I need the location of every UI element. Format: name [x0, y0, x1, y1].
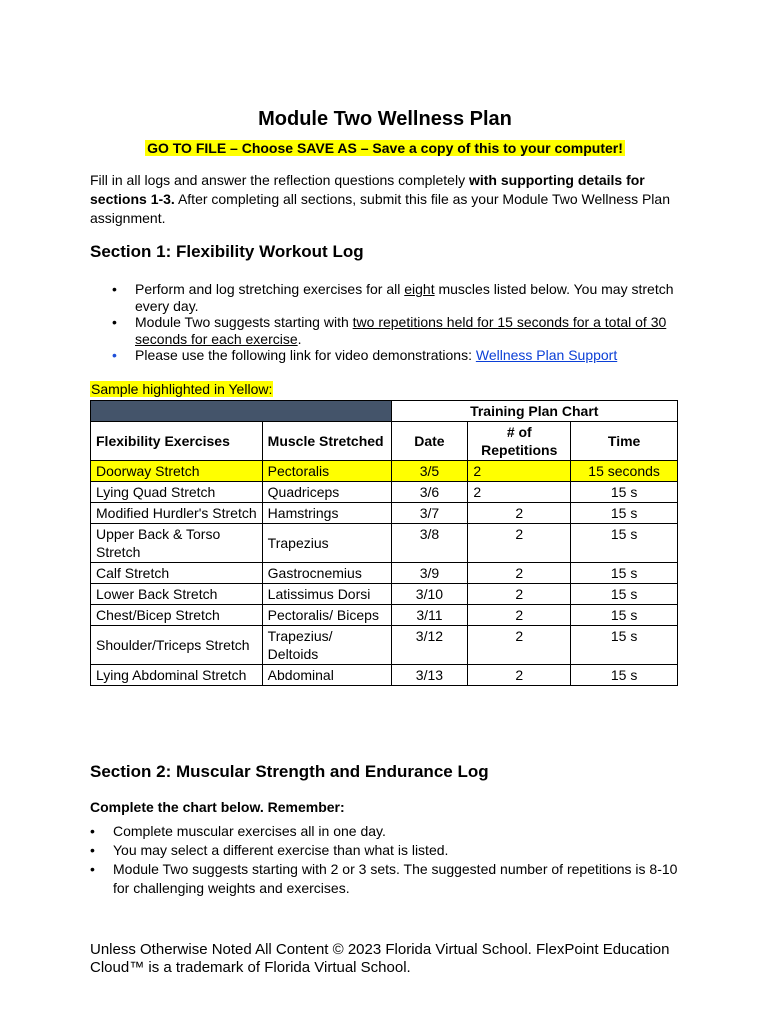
table-row	[91, 461, 678, 482]
cell-reps[interactable]: 2	[468, 482, 571, 503]
cell-exercise[interactable]: Chest/Bicep Stretch	[91, 605, 263, 626]
cell-exercise[interactable]: Shoulder/Triceps Stretch	[91, 626, 263, 665]
cell-date[interactable]: 3/10	[391, 584, 468, 605]
list-item: • Please use the following link for video demonstrations: Wellness Plan Support	[112, 347, 618, 363]
cell-date[interactable]: 3/11	[391, 605, 468, 626]
section1-heading: Section 1: Flexibility Workout Log	[90, 242, 364, 261]
cell-date[interactable]: 3/9	[391, 563, 468, 584]
section2-heading: Section 2: Muscular Strength and Endurance Log	[90, 762, 489, 781]
section2-bullets	[90, 822, 680, 898]
page-title: Module Two Wellness Plan	[258, 108, 512, 130]
table-row	[91, 563, 678, 584]
cell-time[interactable]: 15 s	[571, 503, 678, 524]
cell-muscle[interactable]: Pectoralis	[262, 461, 391, 482]
training-plan-chart-header: Training Plan Chart	[391, 401, 677, 422]
header-time: Time	[571, 422, 678, 461]
cell-time[interactable]: 15 s	[571, 605, 678, 626]
cell-muscle[interactable]: Quadriceps	[262, 482, 391, 503]
cell-muscle[interactable]: Trapezius/ Deltoids	[262, 626, 391, 665]
list-item: • Module Two suggests starting with 2 or 3 sets. The suggested number of repetitions is 8-10 for challenging weights and exercises.	[90, 861, 678, 896]
section2-subheading: Complete the chart below. Remember:	[90, 799, 345, 815]
bullet-icon: •	[90, 823, 95, 839]
header-flexibility-exercises: Flexibility Exercises	[91, 422, 263, 461]
cell-time[interactable]: 15 s	[571, 482, 678, 503]
cell-reps[interactable]: 2	[468, 503, 571, 524]
header-repetitions: # of Repetitions	[468, 422, 571, 461]
bullet-icon: •	[112, 281, 117, 297]
cell-exercise[interactable]: Lying Abdominal Stretch	[91, 665, 263, 686]
table-row	[91, 524, 678, 563]
cell-time[interactable]: 15 s	[571, 584, 678, 605]
table-dark-header-cell	[91, 401, 392, 422]
list-item: • Complete muscular exercises all in one day.	[90, 823, 386, 839]
list-item: • Perform and log stretching exercises for all eight muscles listed below. You may stretch every day.	[112, 281, 674, 314]
table-header-row	[91, 422, 678, 461]
cell-exercise[interactable]: Calf Stretch	[91, 563, 263, 584]
cell-exercise[interactable]: Upper Back & Torso Stretch	[91, 524, 263, 563]
list-item: • Module Two suggests starting with two repetitions held for 15 seconds for a total of 30 seconds for each exercise.	[112, 314, 667, 347]
table-row	[91, 605, 678, 626]
cell-reps[interactable]: 2	[468, 563, 571, 584]
cell-time[interactable]: 15 s	[571, 626, 678, 665]
cell-reps[interactable]: 2	[468, 461, 571, 482]
cell-time[interactable]: 15 s	[571, 563, 678, 584]
save-banner	[90, 140, 680, 158]
bullet-icon: •	[112, 314, 117, 330]
cell-date[interactable]: 3/13	[391, 665, 468, 686]
cell-muscle[interactable]: Hamstrings	[262, 503, 391, 524]
bullet-icon: •	[90, 861, 95, 877]
intro-bold-text: with supporting details for sections 1-3.	[90, 172, 645, 207]
sample-label: Sample highlighted in Yellow:	[91, 381, 273, 397]
bullet-icon: •	[90, 842, 95, 858]
cell-time[interactable]: 15 seconds	[571, 461, 678, 482]
header-date: Date	[391, 422, 468, 461]
cell-reps[interactable]: 2	[468, 584, 571, 605]
cell-date[interactable]: 3/6	[391, 482, 468, 503]
cell-exercise[interactable]: Modified Hurdler's Stretch	[91, 503, 263, 524]
table-group-header-row	[91, 401, 678, 422]
cell-reps[interactable]: 2	[468, 665, 571, 686]
intro-text-2: After completing all sections, submit this file as your Module Two Wellness Plan assignment.	[90, 191, 670, 226]
table-row	[91, 665, 678, 686]
cell-reps[interactable]: 2	[468, 524, 571, 563]
cell-time[interactable]: 15 s	[571, 665, 678, 686]
cell-date[interactable]: 3/12	[391, 626, 468, 665]
intro-paragraph	[90, 171, 680, 228]
list-item: • You may select a different exercise than what is listed.	[90, 842, 449, 858]
cell-exercise[interactable]: Lying Quad Stretch	[91, 482, 263, 503]
cell-date[interactable]: 3/5	[391, 461, 468, 482]
cell-muscle[interactable]: Abdominal	[262, 665, 391, 686]
table-row	[91, 584, 678, 605]
cell-reps[interactable]: 2	[468, 626, 571, 665]
header-muscle-stretched: Muscle Stretched	[262, 422, 391, 461]
cell-exercise[interactable]: Lower Back Stretch	[91, 584, 263, 605]
bullet-icon: •	[112, 347, 117, 363]
wellness-plan-support-link[interactable]: Wellness Plan Support	[475, 347, 618, 363]
copyright-footer: Unless Otherwise Noted All Content © 2023 Florida Virtual School. FlexPoint Education Cloud™ is a trademark of Florida Virtual School.	[90, 941, 670, 976]
cell-reps[interactable]: 2	[468, 605, 571, 626]
cell-muscle[interactable]: Gastrocnemius	[262, 563, 391, 584]
cell-date[interactable]: 3/7	[391, 503, 468, 524]
flexibility-log-table	[90, 400, 678, 686]
table-row	[91, 482, 678, 503]
cell-muscle[interactable]: Pectoralis/ Biceps	[262, 605, 391, 626]
cell-time[interactable]: 15 s	[571, 524, 678, 563]
cell-muscle[interactable]: Latissimus Dorsi	[262, 584, 391, 605]
table-row	[91, 503, 678, 524]
cell-muscle[interactable]: Trapezius	[262, 524, 391, 563]
save-banner-text: GO TO FILE – Choose SAVE AS – Save a copy of this to your computer!	[147, 140, 623, 156]
cell-date[interactable]: 3/8	[391, 524, 468, 563]
cell-exercise[interactable]: Doorway Stretch	[91, 461, 263, 482]
table-row	[91, 626, 678, 665]
section1-bullets	[90, 281, 680, 364]
intro-text-1: Fill in all logs and answer the reflection questions completely	[90, 172, 469, 188]
